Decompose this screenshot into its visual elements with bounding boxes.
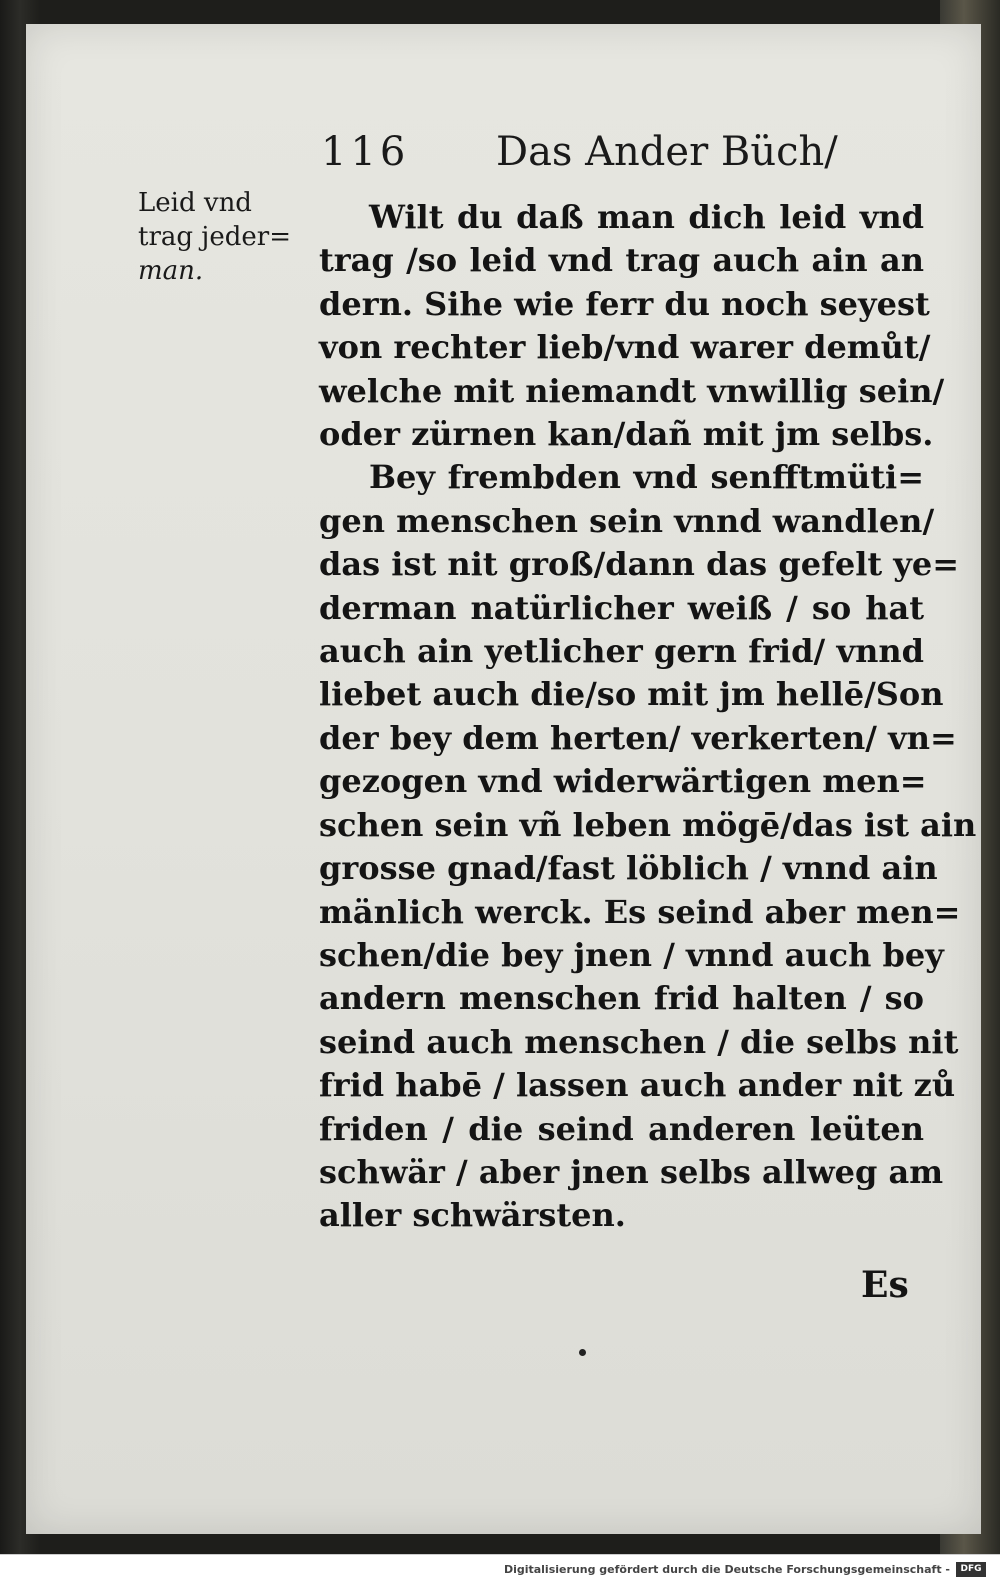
- body-text: [319, 196, 977, 1238]
- text-line: andern menschen frid halten / so: [319, 979, 924, 1018]
- marginal-note: [138, 186, 308, 288]
- catchword: Es: [861, 1264, 909, 1306]
- text-line: gezogen vnd widerwärtigen men=: [319, 762, 927, 801]
- text-line: seind auch menschen / die selbs nit: [319, 1022, 959, 1061]
- text-line: trag /so leid vnd trag auch ain an: [319, 241, 924, 280]
- text-line: Wilt du daß man dich leid vnd: [369, 198, 924, 236]
- text-line: dern. Sihe wie ferr du noch seyest: [319, 284, 930, 323]
- footer-bar: [0, 1554, 1000, 1585]
- text-line: Bey frembden vnd senfftmüti=: [369, 458, 924, 497]
- text-line: aller schwärsten.: [319, 1196, 626, 1235]
- footer-credit: Digitalisierung gefördert durch die Deutsche Forschungsgemeinschaft -: [503, 1563, 950, 1576]
- book-page: [26, 24, 981, 1534]
- text-line: gen menschen sein vnnd wandlen/: [319, 501, 935, 540]
- text-line: das ist nit groß/dann das gefelt ye=: [319, 545, 960, 584]
- text-line: welche mit niemandt vnwillig sein/: [319, 371, 945, 410]
- text-line: friden / die seind anderen leüten: [319, 1109, 924, 1148]
- text-line: derman natürlicher weiß / so hat: [319, 588, 924, 627]
- marginal-note-line: trag jeder=: [138, 222, 291, 252]
- text-line: grosse gnad/fast löblich / vnnd ain: [319, 849, 938, 888]
- text-line: mänlich werck. Es seind aber men=: [319, 892, 961, 931]
- ink-spot: [579, 1349, 586, 1356]
- text-line: schen sein vñ leben mögē/das ist ain: [319, 805, 977, 844]
- marginal-note-line: Leid vnd: [138, 188, 252, 218]
- page-number: 116: [321, 129, 410, 175]
- text-line: von rechter lieb/vnd warer demůt/: [319, 328, 931, 367]
- text-line: der bey dem herten/ verkerten/ vn=: [319, 718, 957, 757]
- marginal-note-line: man.: [138, 256, 204, 286]
- dfg-logo-icon: DFG: [956, 1562, 986, 1577]
- text-line: schen/die bey jnen / vnnd auch bey: [319, 935, 944, 974]
- text-line: oder zürnen kan/dañ mit jm selbs.: [319, 415, 934, 454]
- text-line: frid habē / lassen auch ander nit zů: [319, 1066, 956, 1105]
- text-line: schwär / aber jnen selbs allweg am: [319, 1152, 944, 1191]
- running-head-title: Das Ander Büch/: [496, 129, 838, 175]
- text-line: liebet auch die/so mit jm hellē/Son: [319, 675, 944, 714]
- text-line: auch ain yetlicher gern frid/ vnnd: [319, 632, 924, 671]
